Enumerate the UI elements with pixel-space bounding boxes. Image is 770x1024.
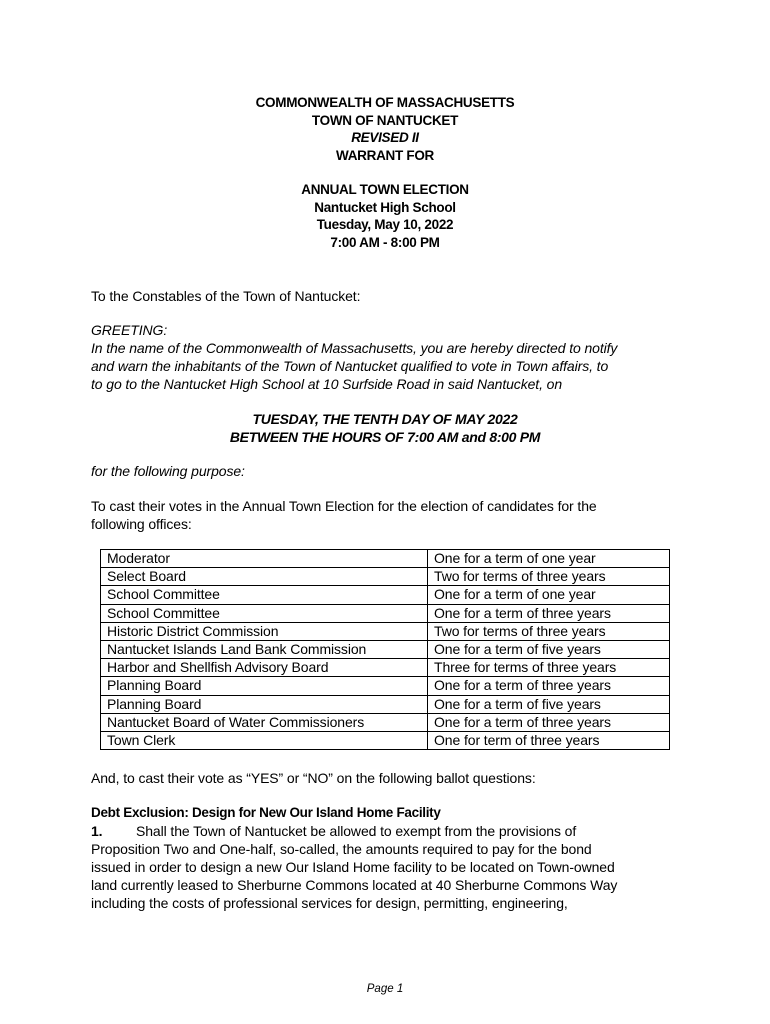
date-banner [0, 410, 770, 446]
question-number: 1. [91, 823, 103, 839]
table-row [101, 659, 670, 677]
greeting-label: GREETING: [91, 322, 168, 338]
office-term-cell: One for a term of three years [428, 677, 670, 695]
office-name-cell: School Committee [101, 586, 428, 604]
office-term-cell: One for a term of five years [428, 640, 670, 658]
election-hours: 7:00 AM - 8:00 PM [330, 234, 440, 250]
office-name-cell: School Committee [101, 604, 428, 622]
offices-table [100, 549, 670, 750]
office-term-cell: One for a term of five years [428, 695, 670, 713]
question-line: issued in order to design a new Our Island Home facility to be located on Town-owned [91, 859, 615, 875]
header-revised: REVISED II [351, 130, 419, 145]
election-location: Nantucket High School [314, 199, 456, 215]
office-name-cell: Planning Board [101, 677, 428, 695]
office-term-cell: One for a term of one year [428, 586, 670, 604]
greeting-paragraph [91, 321, 681, 393]
header-town: TOWN OF NANTUCKET [311, 112, 459, 128]
intro-line: To cast their votes in the Annual Town Election for the election of candidates for the [91, 498, 597, 514]
office-name-cell: Nantucket Board of Water Commissioners [101, 713, 428, 731]
intro-paragraph [91, 497, 681, 533]
question-line: Shall the Town of Nantucket be allowed to exempt from the provisions of [136, 823, 577, 839]
table-row [101, 731, 670, 749]
table-row [101, 568, 670, 586]
table-row [101, 677, 670, 695]
office-name-cell: Town Clerk [101, 731, 428, 749]
greeting-line: to go to the Nantucket High School at 10 Surfside Road in said Nantucket, on [91, 376, 563, 392]
table-row [101, 640, 670, 658]
office-name-cell: Harbor and Shellfish Advisory Board [101, 659, 428, 677]
election-details [0, 181, 770, 251]
office-name-cell: Moderator [101, 550, 428, 568]
greeting-line: and warn the inhabitants of the Town of Nantucket qualified to vote in Town affairs, to [91, 358, 609, 374]
office-term-cell: One for a term of three years [428, 713, 670, 731]
election-title: ANNUAL TOWN ELECTION [301, 182, 469, 197]
salutation: To the Constables of the Town of Nantucket: [91, 288, 361, 304]
date-banner-day: TUESDAY, THE TENTH DAY OF MAY 2022 [252, 411, 518, 427]
date-banner-hours: BETWEEN THE HOURS OF 7:00 AM and 8:00 PM [229, 429, 541, 445]
ballot-intro: And, to cast their vote as “YES” or “NO” on the following ballot questions: [91, 770, 536, 786]
office-name-cell: Historic District Commission [101, 622, 428, 640]
office-term-cell: Three for terms of three years [428, 659, 670, 677]
table-row [101, 550, 670, 568]
question-heading: Debt Exclusion: Design for New Our Island Home Facility [91, 805, 441, 820]
question-1-text [91, 822, 681, 912]
table-row [101, 586, 670, 604]
office-name-cell: Nantucket Islands Land Bank Commission [101, 640, 428, 658]
greeting-line: In the name of the Commonwealth of Massachusetts, you are hereby directed to notify [91, 340, 618, 356]
header-commonwealth: COMMONWEALTH OF MASSACHUSETTS [255, 95, 515, 110]
office-term-cell: One for a term of one year [428, 550, 670, 568]
election-date: Tuesday, May 10, 2022 [316, 217, 454, 232]
purpose-line: for the following purpose: [91, 463, 245, 479]
intro-line: following offices: [91, 516, 192, 532]
header-warrant-for: WARRANT FOR [336, 147, 434, 163]
office-name-cell: Planning Board [101, 695, 428, 713]
question-line: land currently leased to Sherburne Commons located at 40 Sherburne Commons Way [91, 877, 618, 893]
table-row [101, 695, 670, 713]
office-name-cell: Select Board [101, 568, 428, 586]
document-header [0, 94, 770, 164]
office-term-cell: Two for terms of three years [428, 568, 670, 586]
page-number: Page 1 [366, 983, 404, 995]
office-term-cell: One for a term of three years [428, 604, 670, 622]
table-row [101, 604, 670, 622]
question-line: Proposition Two and One-half, so-called, the amounts required to pay for the bond [91, 841, 592, 857]
office-term-cell: One for term of three years [428, 731, 670, 749]
question-line: including the costs of professional services for design, permitting, engineering, [91, 895, 568, 911]
table-row [101, 713, 670, 731]
table-row [101, 622, 670, 640]
office-term-cell: Two for terms of three years [428, 622, 670, 640]
